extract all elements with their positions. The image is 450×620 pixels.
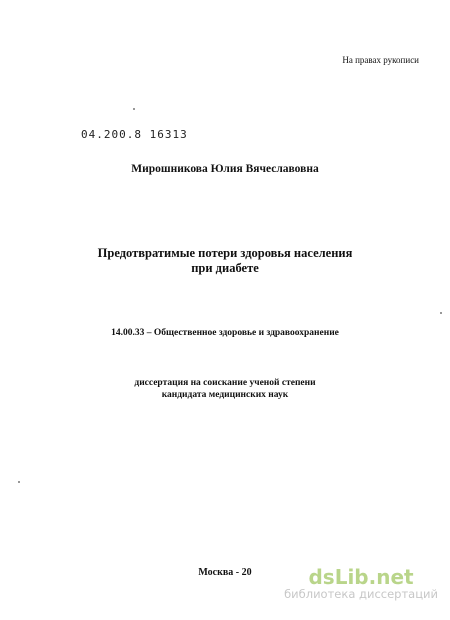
degree-line: диссертация на соискание ученой степени [134, 378, 316, 388]
scan-speck [18, 481, 20, 483]
degree-statement [0, 377, 450, 401]
dslib-watermark [284, 566, 438, 601]
degree-line: кандидата медицинских наук [161, 390, 289, 400]
dissertation-title [0, 246, 450, 276]
author-name: Мирошникова Юлия Вячеславовна [131, 163, 319, 175]
watermark-logo: dsLib.net [308, 565, 414, 589]
city-year: Москва - 20 [198, 567, 252, 578]
title-line: Предотвратимые потери здоровья населения [97, 246, 353, 260]
archive-stamp: 04.200.8 16313 [81, 128, 188, 141]
title-line: при диабете [191, 261, 259, 275]
rights-note: На правах рукописи [342, 55, 419, 65]
watermark-subtitle: библиотека диссертаций [284, 587, 438, 601]
scan-speck [440, 312, 442, 314]
specialty: 14.00.33 – Общественное здоровье и здравоохранение [111, 328, 339, 338]
scan-speck [133, 108, 135, 110]
